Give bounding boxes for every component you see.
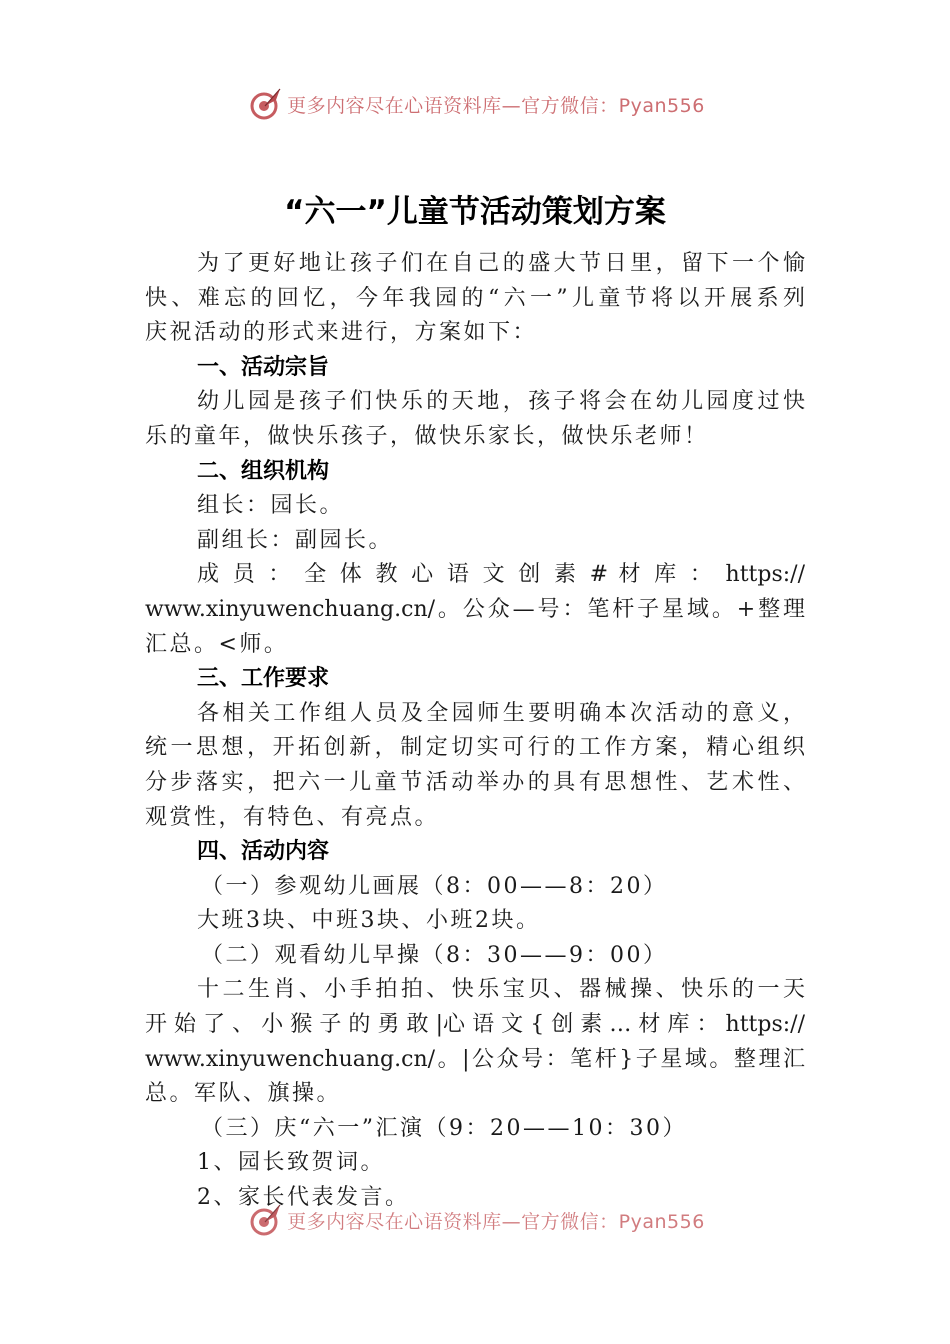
intro-line: 为了更好地让孩子们在自己的盛大节日里，留下一个愉 [197, 251, 805, 276]
paragraph-line: 乐的童年，做快乐孩子，做快乐家长，做快乐老师！ [145, 423, 709, 449]
section-heading-purpose: 一、活动宗旨 [197, 354, 330, 380]
section-heading-requirements: 三、工作要求 [197, 666, 330, 692]
paragraph-line: 观赏性，有特色、有亮点。 [145, 804, 440, 830]
members-line: www.xinyuwenchuang.cn/。公众—号：笔杆子星域。+整理 [145, 596, 805, 622]
header-watermark-text: 更多内容尽在心语资料库—官方微信：Pyan556 [287, 94, 705, 117]
paragraph-line: 开 始 了 、 小 猴 子 的 勇 敢 |心 语 文 { 创 素 … 材 库 ： https:// [145, 1012, 805, 1038]
paragraph-line: 总。军队、旗操。 [145, 1081, 342, 1107]
paragraph-line: 大班3块、中班3块、小班2块。 [197, 908, 541, 934]
paragraph-line: 各相关工作组人员及全园师生要明确本次活动的意义， [197, 700, 805, 726]
paragraph-line: www.xinyuwenchuang.cn/。|公众号：笔杆}子星域。整理汇 [145, 1046, 805, 1072]
members-line: 汇总。<师。 [145, 631, 289, 657]
list-item: 2、家长代表发言。 [197, 1185, 410, 1211]
paragraph-line: 十二生肖、小手拍拍、快乐宝贝、器械操、快乐的一天 [197, 977, 805, 1003]
intro-line: 快、难忘的回忆，今年我园的“六一”儿童节将以开展系列 [145, 285, 805, 311]
footer-watermark [0, 1198, 950, 1242]
subsection-title-morning-exercise: （二）观看幼儿早操（8：30——9：00） [201, 942, 668, 968]
document-title: “六一”儿童节活动策划方案 [284, 194, 666, 230]
section-heading-content: 四、活动内容 [197, 839, 330, 865]
list-item: 1、园长致贺词。 [197, 1150, 385, 1176]
vice-leader-line: 副组长：副园长。 [197, 527, 394, 553]
leader-line: 组长：园长。 [197, 493, 345, 519]
paragraph-line: 分步落实，把六一儿童节活动举办的具有思想性、艺术性、 [145, 769, 805, 795]
header-watermark [0, 82, 950, 126]
paragraph-line: 统一思想，开拓创新，制定切实可行的工作方案，精心组织 [145, 735, 805, 761]
intro-line: 庆祝活动的形式来进行，方案如下： [145, 320, 538, 346]
quill-logo-icon [245, 1200, 285, 1240]
footer-watermark-text: 更多内容尽在心语资料库—官方微信：Pyan556 [287, 1210, 705, 1233]
document-body [145, 247, 805, 1216]
members-line: 成 员 ： 全 体 教 心 语 文 创 素 # 材 库 ： https:// [197, 562, 805, 588]
section-heading-organization: 二、组织机构 [197, 458, 330, 484]
subsection-title-art-exhibit: （一）参观幼儿画展（8：00——8：20） [201, 873, 668, 899]
quill-logo-icon [245, 84, 285, 124]
paragraph-line: 幼儿园是孩子们快乐的天地，孩子将会在幼儿园度过快 [197, 389, 805, 415]
subsection-title-performance: （三）庆“六一”汇演（9：20——10：30） [201, 1115, 687, 1141]
